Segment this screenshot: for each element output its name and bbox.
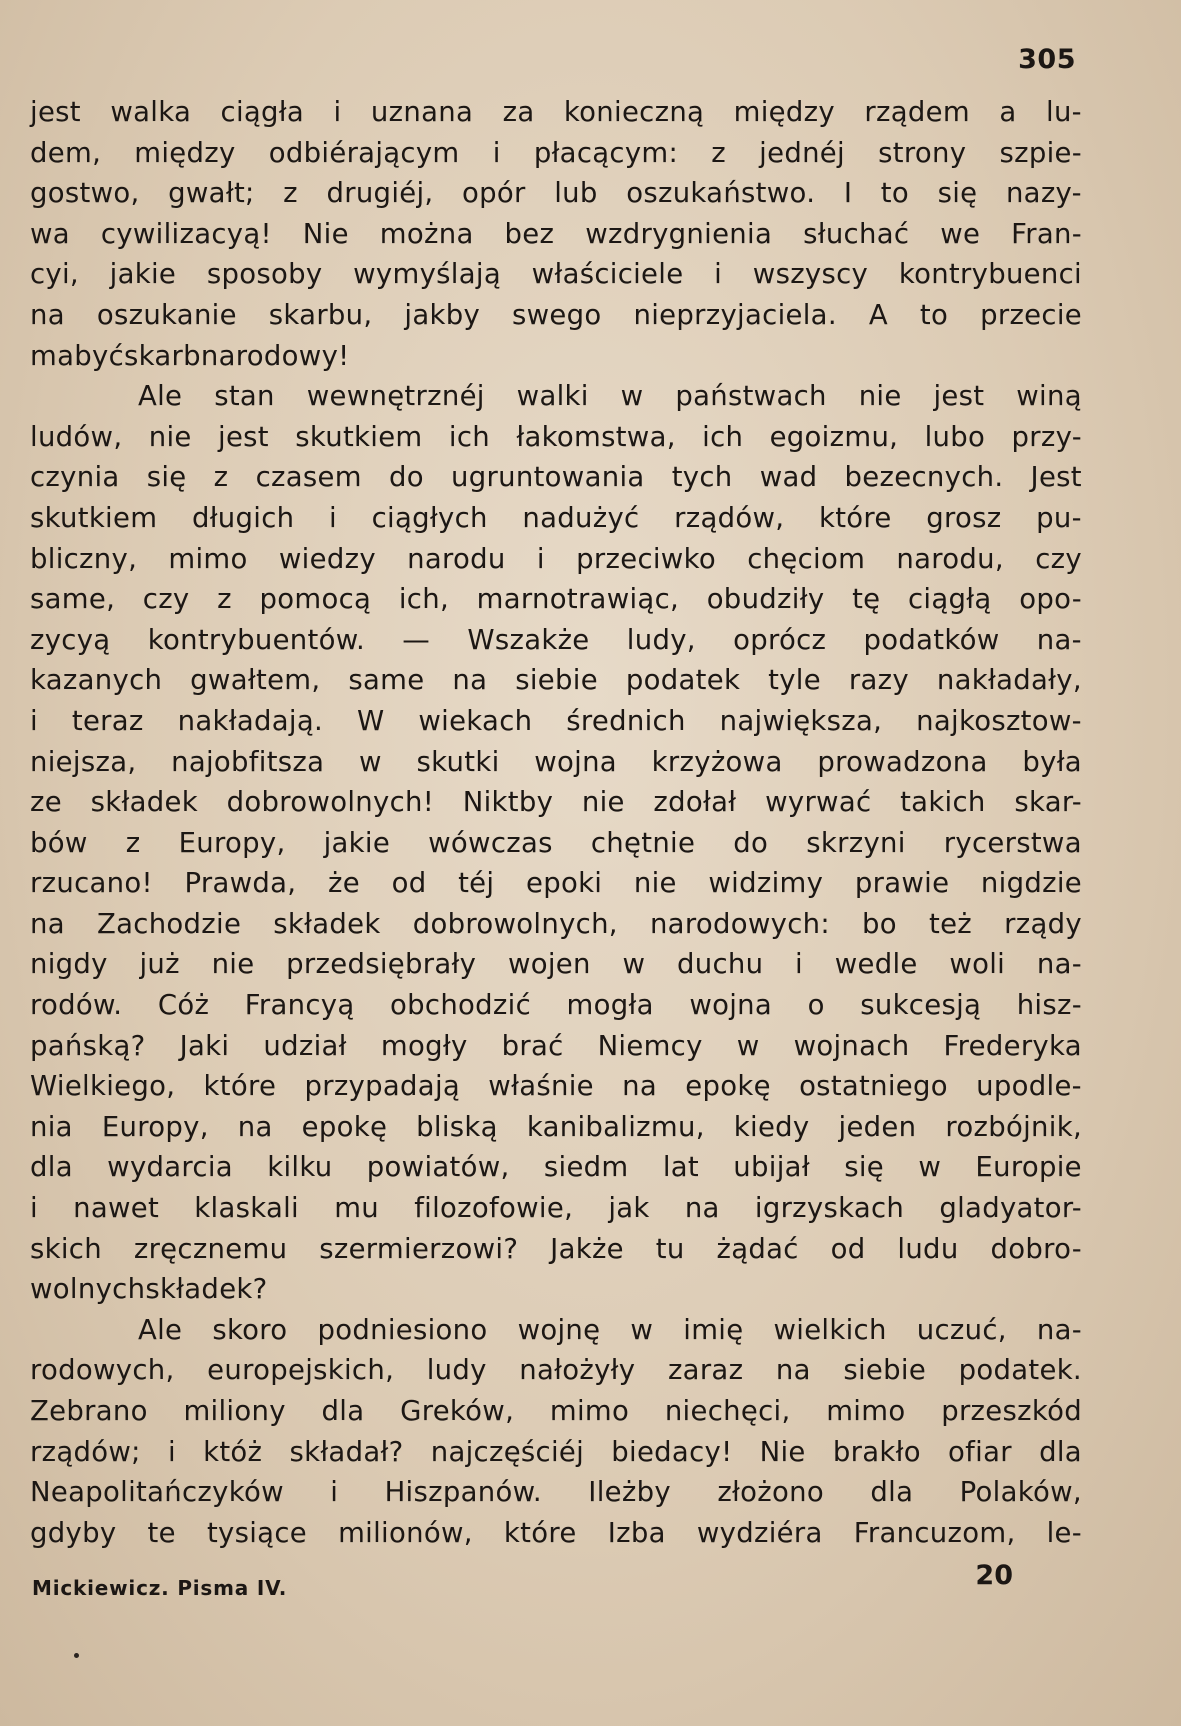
text-line: rodowych, europejskich, ludy nałożyły zaraz na siebie podatek. <box>30 1354 1082 1387</box>
text-line: bliczny, mimo wiedzy narodu i przeciwko chęciom narodu, czy <box>30 542 1082 575</box>
text-line: rządów; i któż składał? najczęściéj biedacy! Nie brakło ofiar dla <box>30 1435 1082 1468</box>
text-line: dla wydarcia kilku powiatów, siedm lat ubijał się w Europie <box>30 1151 1082 1184</box>
text-line: Wielkiego, które przypadają właśnie na epokę ostatniego upodle- <box>30 1070 1082 1103</box>
text-line: ma być skarb narodowy! <box>30 339 350 372</box>
text-line: kazanych gwałtem, same na siebie podatek tyle razy nakładały, <box>30 664 1082 697</box>
text-line: jest walka ciągła i uznana za konieczną między rządem a lu- <box>30 96 1082 128</box>
text-line: rzucano! Prawda, że od téj epoki nie widzimy prawie nigdzie <box>30 867 1082 900</box>
text-line: Zebrano miliony dla Greków, mimo niechęci, mimo przeszkód <box>30 1395 1082 1427</box>
text-line: wa cywilizacyą! Nie można bez wzdrygnienia słuchać we Fran- <box>30 217 1082 250</box>
text-line: ze składek dobrowolnych! Niktby nie zdołał wyrwać takich skar- <box>30 786 1082 819</box>
text-line: pańską? Jaki udział mogły brać Niemcy w wojnach Frederyka <box>30 1029 1082 1062</box>
text-line: skutkiem długich i ciągłych nadużyć rządów, które grosz pu- <box>30 501 1082 534</box>
text-line: i teraz nakładają. W wiekach średnich największa, najkosztow- <box>30 704 1082 737</box>
text-line: cyi, jakie sposoby wymyślają właściciele i wszyscy kontrybuenci <box>30 258 1082 291</box>
text-line: zycyą kontrybuentów. — Wszakże ludy, oprócz podatków na- <box>30 623 1082 656</box>
ink-speck <box>74 1653 79 1658</box>
text-line: czynia się z czasem do ugruntowania tych wad bezecnych. Jest <box>30 461 1082 494</box>
page-number: 305 <box>1018 44 1076 75</box>
text-line: nia Europy, na epokę bliską kanibalizmu, kiedy jeden rozbójnik, <box>30 1110 1082 1143</box>
text-line: rodów. Cóż Francyą obchodzić mogła wojna o sukcesją hisz- <box>30 989 1082 1022</box>
text-line: Ale stan wewnętrznéj walki w państwach nie jest winą <box>138 380 1082 413</box>
text-line: Ale skoro podniesiono wojnę w imię wielkich uczuć, na- <box>138 1313 1082 1346</box>
text-line: gdyby te tysiące milionów, które Izba wydziéra Francuzom, le- <box>30 1516 1082 1549</box>
text-line: Neapolitańczyków i Hiszpanów. Ileżby złożono dla Polaków, <box>30 1476 1082 1509</box>
text-line: nigdy już nie przedsiębrały wojen w duchu i wedle woli na- <box>30 948 1082 981</box>
text-line: niejsza, najobfitsza w skutki wojna krzyżowa prowadzona była <box>30 745 1082 778</box>
text-line: skich zręcznemu szermierzowi? Jakże tu żądać od ludu dobro- <box>30 1232 1082 1265</box>
text-line: na oszukanie skarbu, jakby swego nieprzyjaciela. A to przecie <box>30 298 1082 331</box>
text-line: wolnych składek? <box>30 1273 268 1306</box>
body-text <box>30 92 1082 1553</box>
text-line: dem, między odbiérającym i płacącym: z jednéj strony szpie- <box>30 136 1082 169</box>
printer-signature: Mickiewicz. Pisma IV. <box>32 1576 288 1600</box>
text-line: na Zachodzie składek dobrowolnych, narodowych: bo też rządy <box>30 907 1082 940</box>
text-line: bów z Europy, jakie wówczas chętnie do skrzyni rycerstwa <box>30 826 1082 859</box>
text-line: gostwo, gwałt; z drugiéj, opór lub oszukaństwo. I to się nazy- <box>30 177 1082 210</box>
text-line: i nawet klaskali mu filozofowie, jak na igrzyskach gladyator- <box>30 1192 1082 1225</box>
text-line: ludów, nie jest skutkiem ich łakomstwa, ich egoizmu, lubo przy- <box>30 420 1082 453</box>
signature-number: 20 <box>975 1560 1013 1591</box>
text-line: same, czy z pomocą ich, marnotrawiąc, obudziły tę ciągłą opo- <box>30 583 1082 616</box>
